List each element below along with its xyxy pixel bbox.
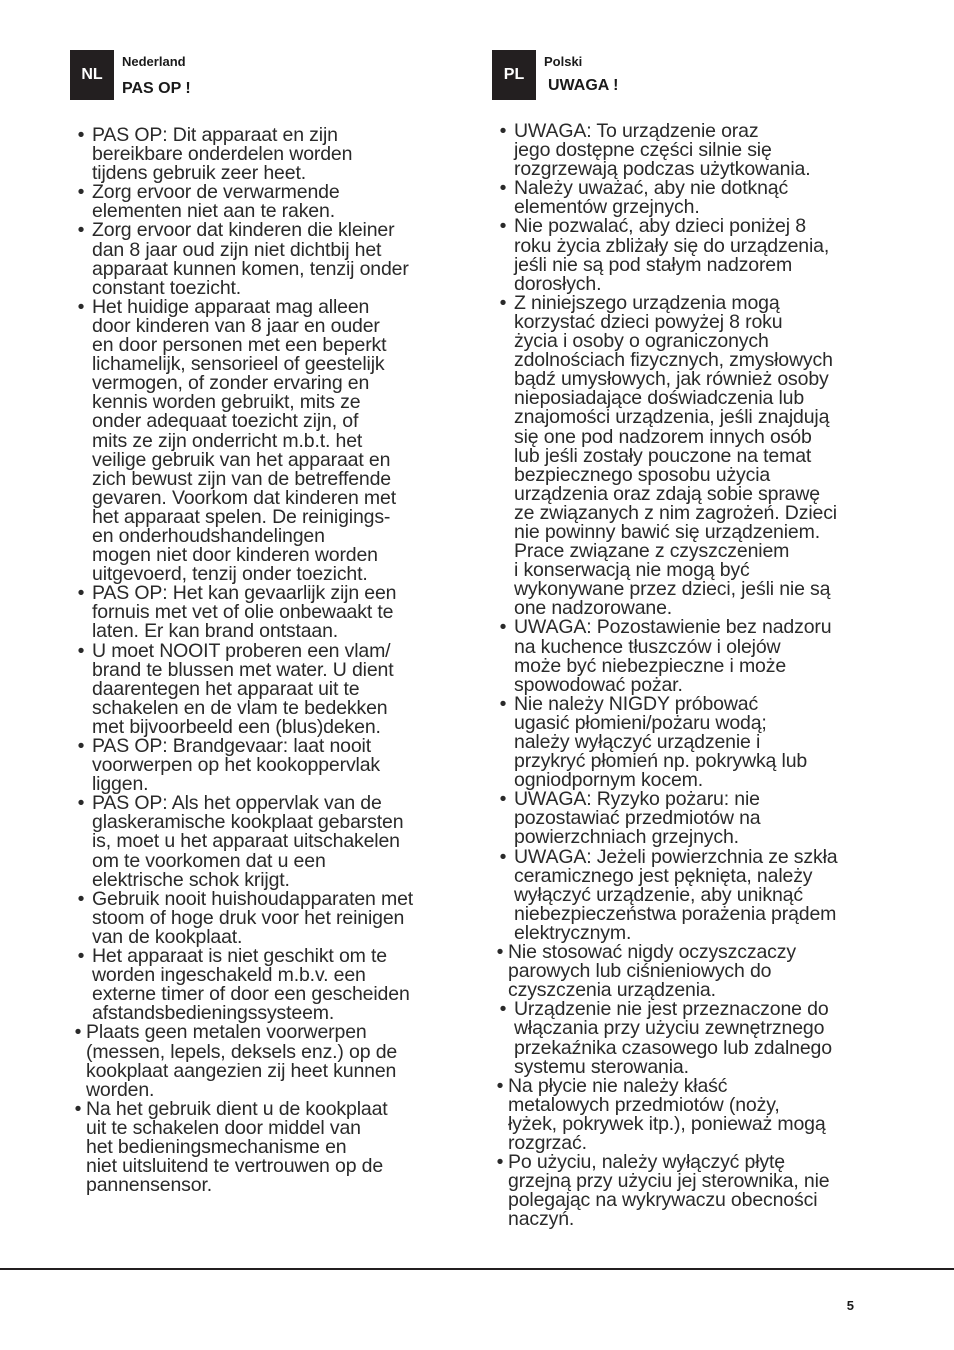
bullet-icon: • xyxy=(77,735,85,757)
polish-column xyxy=(492,50,902,1229)
footer-rule xyxy=(0,1268,954,1270)
language-badge-nl: NL xyxy=(70,50,114,100)
dutch-column xyxy=(70,50,480,1195)
bullet-icon: • xyxy=(77,792,85,815)
bullet-icon: • xyxy=(499,120,507,142)
list-item: • Urządzenie nie jest przeznaczone do włączania przy użyciu zewnętrznego przekaźnika czasowego lub zdalnego systemu sterowania. xyxy=(492,1000,902,1076)
list-item: • PAS OP: Als het oppervlak van de glaskeramische kookplaat gebarsten is, moet u het apparaat uitschakelen om te voorkomen dat u een elektrische schok krijgt. xyxy=(70,794,480,889)
bullet-icon: • xyxy=(496,941,504,964)
bullet-icon: • xyxy=(77,295,85,318)
bullet-icon: • xyxy=(74,1021,82,1044)
list-item: • Nie pozwalać, aby dzieci poniżej 8 roku życia zbliżały się do urządzenia, jeśli nie są pod stałym nadzorem dorosłych. xyxy=(492,217,902,293)
list-item: • Po użyciu, należy wyłączyć płytę grzejną przy użyciu jej sterownika, nie polegając na wykrywaczu obecności naczyń. xyxy=(492,1153,902,1229)
bullet-icon: • xyxy=(77,945,85,968)
list-item: • PAS OP: Het kan gevaarlijk zijn een fornuis met vet of olie onbewaakt te laten. Er kan brand ontstaan. xyxy=(70,584,480,641)
bullet-icon: • xyxy=(77,639,85,662)
language-badge-pl: PL xyxy=(492,50,536,100)
list-item: • Nie należy NIGDY próbować ugasić płomieni/pożaru wodą; należy wyłączyć urządzenie i przykryć płomień np. pokrywką lub ogniodpornym kocem. xyxy=(492,695,902,790)
list-item: • Gebruik nooit huishoudapparaten met stoom of hoge druk voor het reinigen van de kookplaat. xyxy=(70,890,480,947)
list-item: • Het huidige apparaat mag alleen door kinderen van 8 jaar en ouder en door personen met een beperkt lichamelijk, sensorieel of geestelijk vermogen, of zonder ervaring en kennis worden gebruikt, mits ze onder adequaat toezicht zijn, of mits ze zijn onderricht m.b.t. het veilige gebruik van het apparaat en zich bewust zijn van de betreffende gevaren. Voorkom dat kinderen met het apparaat spelen. De reinigings- en onderhoudshandelingen mogen niet door kinderen worden uitgevoerd, tenzij onder toezicht. xyxy=(70,298,480,584)
warning-heading-nl: PAS OP ! xyxy=(122,80,191,97)
bullet-icon: • xyxy=(74,1097,82,1120)
bullet-icon: • xyxy=(499,291,507,314)
page-number: 5 xyxy=(846,1298,854,1313)
list-item: • Należy uważać, aby nie dotknąć elementów grzejnych. xyxy=(492,179,902,217)
dutch-warning-list xyxy=(70,126,480,1195)
bullet-icon: • xyxy=(499,692,507,715)
bullet-icon: • xyxy=(499,998,507,1021)
list-item: • UWAGA: To urządzenie oraz jego dostępne części silnie się rozgrzewają podczas użytkowania. xyxy=(492,122,902,179)
list-item: • PAS OP: Dit apparaat en zijn bereikbare onderdelen worden tijdens gebruik zeer heet. xyxy=(70,126,480,183)
dutch-header xyxy=(70,50,480,102)
list-item: • UWAGA: Pozostawienie bez nadzoru na kuchence tłuszczów i olejów może być niebezpieczne i może spowodować pożar. xyxy=(492,618,902,694)
list-item: • Na het gebruik dient u de kookplaat uit te schakelen door middel van het bedieningsmechanisme en niet uitsluitend te vertrouwen op de pannensensor. xyxy=(70,1100,480,1195)
bullet-icon: • xyxy=(499,215,507,238)
bullet-icon: • xyxy=(77,582,85,605)
bullet-icon: • xyxy=(499,845,507,868)
polish-header xyxy=(492,50,902,102)
list-item: • Plaats geen metalen voorwerpen (messen, lepels, deksels enz.) op de kookplaat aangezien zij heet kunnen worden. xyxy=(70,1023,480,1099)
list-item: • UWAGA: Jeżeli powierzchnia ze szkła ceramicznego jest pęknięta, należy wyłączyć urządzenie, aby uniknąć niebezpieczeństwa porażenia prądem elektrycznym. xyxy=(492,848,902,943)
bullet-icon: • xyxy=(77,124,85,146)
bullet-icon: • xyxy=(496,1074,504,1097)
bullet-icon: • xyxy=(77,219,85,242)
list-item: • PAS OP: Brandgevaar: laat nooit voorwerpen op het kookoppervlak liggen. xyxy=(70,737,480,794)
bullet-icon: • xyxy=(77,887,85,910)
list-item: • Zorg ervoor dat kinderen die kleiner dan 8 jaar oud zijn niet dichtbij het apparaat kunnen komen, tenzij onder constant toezicht. xyxy=(70,221,480,297)
bullet-icon: • xyxy=(496,1151,504,1174)
warning-heading-pl: UWAGA ! xyxy=(548,77,619,94)
list-item: • Nie stosować nigdy oczyszczaczy parowych lub ciśnieniowych do czyszczenia urządzenia. xyxy=(492,943,902,1000)
bullet-icon: • xyxy=(499,788,507,811)
bullet-icon: • xyxy=(499,616,507,639)
polish-warning-list xyxy=(492,122,902,1229)
list-item: • U moet NOOIT proberen een vlam/ brand te blussen met water. U dient daarentegen het apparaat uit te schakelen en de vlam te bedekken met bijvoorbeeld een (blus)deken. xyxy=(70,642,480,737)
language-name-pl: Polski xyxy=(544,54,583,69)
list-item: • UWAGA: Ryzyko pożaru: nie pozostawiać przedmiotów na powierzchniach grzejnych. xyxy=(492,790,902,847)
list-item: • Zorg ervoor de verwarmende elementen niet aan te raken. xyxy=(70,183,480,221)
list-item: • Het apparaat is niet geschikt om te worden ingeschakeld m.b.v. een externe timer of door een gescheiden afstandsbedieningssysteem. xyxy=(70,947,480,1023)
language-name-nl: Nederland xyxy=(122,54,186,69)
bullet-icon: • xyxy=(499,177,507,200)
list-item: • Z niniejszego urządzenia mogą korzystać dzieci powyżej 8 roku życia i osoby o ograniczonych zdolnościach fizycznych, zmysłowych bądź umysłowych, jak również osoby nieposiadające doświadczenia lub znajomości urządzenia, jeśli znajdują się one pod nadzorem innych osób lub jeśli zostały pouczone na temat bezpiecznego sposobu użycia urządzenia oraz zdają sobie sprawę ze związanych z nim zagrożeń. Dzieci nie powinny bawić się urządzeniem. Prace związane z czyszczeniem i konserwacją nie mogą być wykonywane przez dzieci, jeśli nie są one nadzorowane. xyxy=(492,294,902,619)
list-item: • Na płycie nie należy kłaść metalowych przedmiotów (noży, łyżek, pokrywek itp.), ponieważ mogą rozgrzać. xyxy=(492,1077,902,1153)
bullet-icon: • xyxy=(77,181,85,204)
